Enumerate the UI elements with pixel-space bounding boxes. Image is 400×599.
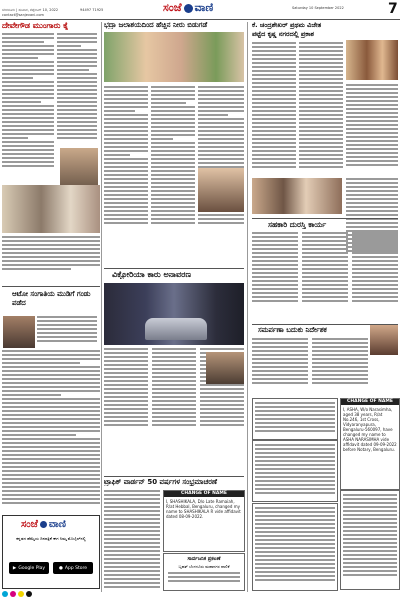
change-of-name-1-body: I, ASHA, W/o Narasimha, aged 38 years, R/at No.246, 1st Cross, Vidyaranyapura, Bengaluru-560097, have changed my name to ASHA NARASIMHA vide affidavit dated 09-09-2022 before Notary, Bengaluru. [343, 407, 397, 452]
center-divider-2 [104, 476, 244, 477]
col1-divider-1 [2, 286, 100, 287]
masthead-logo-mark [184, 4, 193, 13]
center-top-text-2 [151, 86, 195, 266]
bottom-center-notice [163, 553, 245, 591]
registration-dot-cyan [2, 591, 8, 597]
classified-list-text [255, 444, 335, 496]
center-top-text-1 [104, 86, 148, 266]
ad-logo-part2: ವಾಣಿ [48, 519, 66, 530]
masthead-left-info: ಬೆಂಗಳೂರು | ಶನಿವಾರ, ಸೆಪ್ಟೆಂಬರ್ 10, 2022 [2, 8, 59, 12]
masthead-email: contact@sanjevani.com [2, 13, 44, 17]
center-top-headline: ಭದ್ರಾ ಜಲಾಶಯದಿಂದ ಹೆಚ್ಚಿನ ನೀರು ಬಿಡುಗಡೆ [104, 22, 208, 29]
app-store-label: App Store [64, 565, 88, 571]
classified-bottom-box [252, 503, 338, 591]
col1-photo-woman [3, 316, 35, 348]
change-of-name-box-1 [340, 398, 400, 490]
right-photo-group [346, 40, 398, 80]
apple-icon: ● [58, 565, 63, 571]
masthead-logo [163, 1, 213, 15]
change-of-name-1-title: CHANGE OF NAME [341, 399, 399, 405]
masthead-phone: 94497 71925 [80, 8, 104, 12]
page-number: 7 [388, 1, 398, 17]
google-play-badge[interactable] [9, 562, 49, 574]
right-photo-officials [252, 178, 342, 214]
center-photo-speaker [206, 352, 244, 384]
right-lower-text [252, 338, 368, 398]
registration-dot-magenta [10, 591, 16, 597]
right-top-headline-2: ಪಟ್ಟೆದ ಕೃಷ್ಣ ನಗರದಲ್ಲಿ ಪ್ರಕಾಶ [252, 31, 315, 38]
col1-top-headline: ದೇವೇಗೌಡ ಮುಂಗಾರು ಕೈ [2, 22, 69, 30]
right-top-text-2 [299, 42, 343, 172]
col1-top-text [2, 33, 54, 183]
col1-caption [2, 236, 100, 282]
center-divider-1 [104, 268, 244, 269]
masthead [0, 0, 400, 20]
change-of-name-box-2 [163, 490, 245, 552]
classified-left-box [252, 398, 338, 440]
classified-right-text [343, 494, 397, 578]
col1-photo-man [60, 148, 98, 188]
masthead-rule [0, 19, 400, 20]
classified-left-text [255, 402, 335, 434]
center-bottom-text [104, 490, 160, 590]
ad-tagline: ಕನ್ನಡದ ಹೆಮ್ಮೆಯ ದಿನಪತ್ರಿಕೆ ಈಗ ನಿಮ್ಮ ಮೊಬೈಲ್‌ನಲ್ಲಿ [16, 536, 86, 541]
right-mid-headline: ಸಹಕಾರಿ ದುರಸ್ತಿ ಕಾರ್ಯ [268, 221, 327, 229]
classified-right-box [340, 490, 400, 590]
classified-list-box [252, 440, 338, 502]
registration-dot-black [26, 591, 32, 597]
col1-photo-dignitaries [2, 185, 100, 233]
notice-text [168, 572, 240, 584]
right-lower-headline: ಸಮರ್ಪಣಾ ಬದುಕು ನಿರ್ದೇಶಕ [258, 327, 327, 334]
change-of-name-2-title: CHANGE OF NAME [164, 491, 244, 497]
google-play-label: Google Play [18, 565, 46, 571]
right-top-text-3 [346, 84, 398, 172]
col1-mid-text-2 [2, 350, 100, 510]
registration-dot-yellow [18, 591, 24, 597]
app-store-badge[interactable] [53, 562, 93, 574]
center-photo-car [145, 318, 207, 340]
column-divider-2 [247, 22, 248, 592]
notice-subtitle: ಬೃಹತ್ ಬೆಂಗಳೂರು ಮಹಾನಗರ ಪಾಲಿಕೆ [178, 564, 230, 569]
center-bottom-headline: ಟ್ರಾಫಿಕ್ ವಾರ್ಡನ್ 50 ವರ್ಷಗಳ ಸಂಭ್ರಮಾಚರಣೆ [104, 479, 218, 486]
column-divider-1 [101, 22, 102, 592]
right-photo-woman [370, 325, 398, 355]
masthead-date: Saturday 10 September 2022 [292, 6, 344, 10]
ad-logo-mark [40, 521, 47, 528]
masthead-logo-part1: ಸಂಜೆ [163, 1, 182, 14]
col1-mid-headline: ಆಟೋ ಸಂಗಾತಿಯ ಮುಡಿಗೆ ಗಂಡು ಪಡೆದ [12, 290, 91, 307]
right-mid-text [252, 232, 398, 322]
col1-mid-text [37, 316, 97, 346]
right-top-text-1 [252, 42, 296, 172]
classified-bottom-text [255, 507, 335, 583]
change-of-name-2-body: I, SHASHIKALA, D/o Late Ramaiah, R/at Hebbal, Bengaluru, changed my name to SHASHIKALA R vide affidavit dated 08-09-2022. [166, 499, 241, 519]
masthead-logo-part2: ವಾಣಿ [194, 1, 214, 14]
notice-title: ಸಾರ್ವಜನಿಕ ಪ್ರಕಟಣೆ [187, 556, 221, 562]
center-mid-headline: ವಿಕ್ಟೋರಿಯಾ ಕಾರು ಅನಾವರಣ [112, 271, 192, 279]
play-icon: ▶ [12, 565, 17, 571]
ad-logo-part1: ಸಂಜೆ [21, 519, 38, 530]
center-photo-portrait [198, 168, 244, 212]
ad-logo [21, 519, 66, 530]
sanjevani-app-ad[interactable] [2, 515, 100, 589]
right-top-headline-1: ಕೆ. ಚಂದ್ರಶೇಖರ್ ಪ್ರಥಮ ವಿಜೇತ [252, 22, 322, 29]
right-divider-1 [252, 218, 398, 219]
center-photo-ceremony [104, 32, 244, 82]
